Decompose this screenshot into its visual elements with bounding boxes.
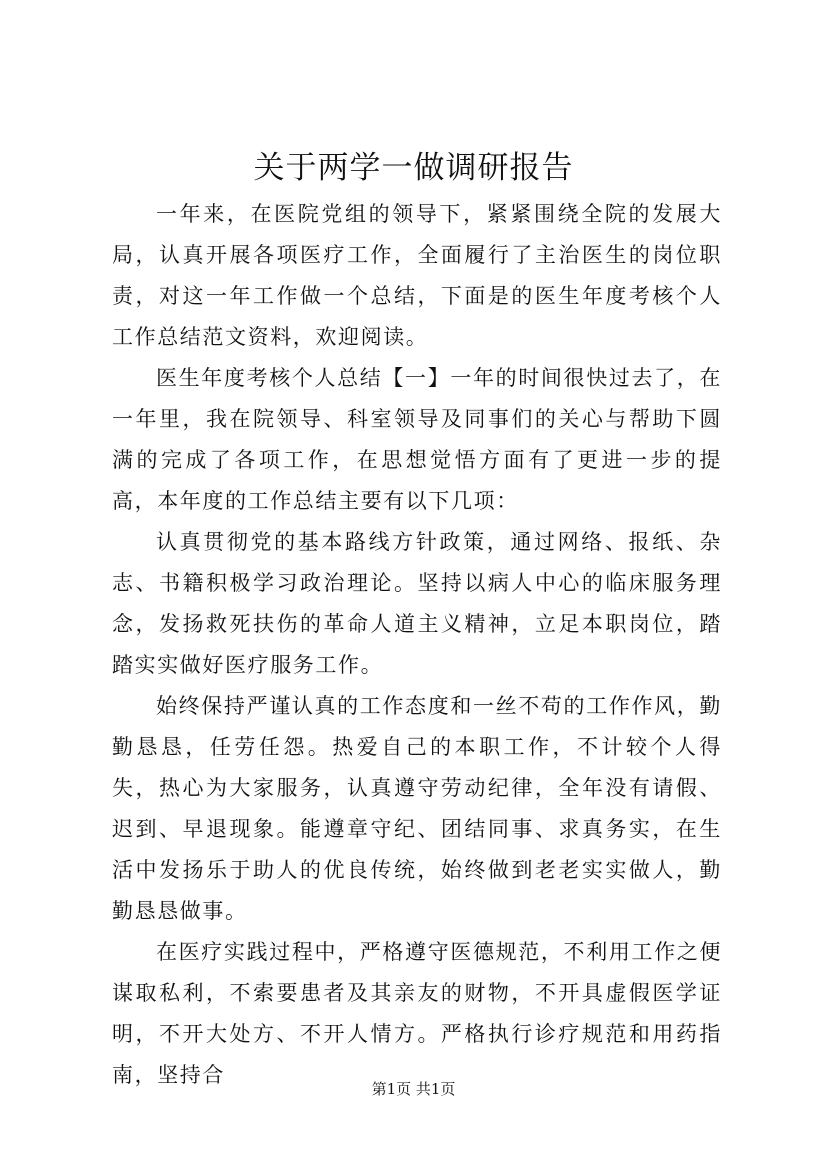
page-footer: 第1页 共1页 [371,1080,456,1098]
paragraph-2: 医生年度考核个人总结【一】一年的时间很快过去了，在一年里，我在院领导、科室领导及同事们的关心与帮助下圆满的完成了各项工作，在思想觉悟方面有了更进一步的提高，本年度的工作总结主要有以下几项： [112,366,722,513]
paragraph-5: 在医疗实践过程中，严格遵守医德规范，不利用工作之便谋取私利，不索要患者及其亲友的财物，不开具虚假医学证明，不开大处方、不开人情方。严格执行诊疗规范和用药指南，坚持合 [112,940,722,1087]
document-title: 关于两学一做调研报告 [253,150,574,186]
paragraph-3: 认真贯彻党的基本路线方针政策，通过网络、报纸、杂志、书籍积极学习政治理论。坚持以病人中心的临床服务理念，发扬救死扶伤的革命人道主义精神，立足本职岗位，踏踏实实做好医疗服务工作。 [112,530,722,677]
document-body [112,194,722,1096]
paragraph-1: 一年来，在医院党组的领导下，紧紧围绕全院的发展大局，认真开展各项医疗工作，全面履行了主治医生的岗位职责，对这一年工作做一个总结，下面是的医生年度考核个人工作总结范文资料，欢迎阅读。 [112,202,722,349]
paragraph-4: 始终保持严谨认真的工作态度和一丝不苟的工作作风，勤勤恳恳，任劳任怨。热爱自己的本职工作，不计较个人得失，热心为大家服务，认真遵守劳动纪律，全年没有请假、迟到、早退现象。能遵章守纪、团结同事、求真务实，在生活中发扬乐于助人的优良传统，始终做到老老实实做人，勤勤恳恳做事。 [112,694,722,923]
